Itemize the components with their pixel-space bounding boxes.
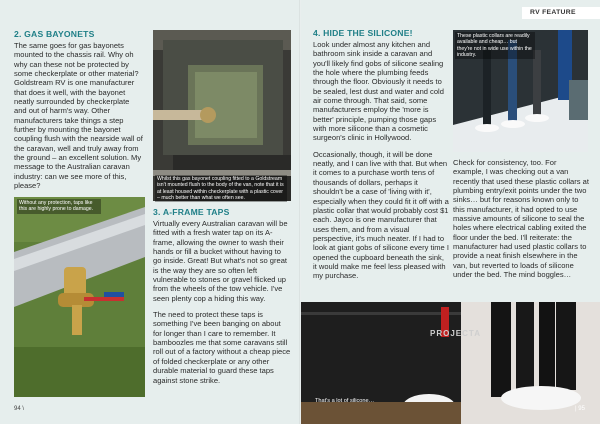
section2-heading: 2. GAS BAYONETS — [14, 29, 95, 39]
section4-paragraph-3: Check for consistency, too. For example, I was checking out a van recently that used these plastic collars at plumbing entry/exit points under the two sinks… but for reasons known only to this manufacturer, it had opted to use massive amounts of silicone to seal the holes where electrical cabling exited the floor under the bed. I'll reiterate: the manufacturer had used plastic collars to provide a neat finish elsewhere in the van, but reverted to loads of silicone under the bed. The mind boggles… — [453, 158, 589, 280]
gas-bayonet-caption: Whilst this gas bayonet coupling fitted to a Goldstream isn't mounted flush to the body of the van, note that it is at least housed within checkerplate with a plastic cover – much better than what we often see. — [155, 175, 287, 202]
section4-heading: 4. HIDE THE SILICONE! — [313, 28, 413, 38]
section3-paragraph-2: The need to protect these taps is something I've been banging on about for longer than I care to remember. It bamboozles me that some caravans still roll out of a factory without a cheap piece of folded checkerplate or any other durable material to guard these taps against stone strike. — [153, 310, 291, 385]
section3-body — [153, 219, 291, 392]
projecta-brand: PROJECTA — [430, 329, 481, 338]
left-page-number: 94 \ — [14, 406, 25, 412]
section3-heading: 3. A-FRAME TAPS — [153, 207, 230, 217]
silicone-caption: That's a lot of silicone… — [315, 398, 375, 404]
rv-feature-tag: RV FEATURE — [522, 7, 600, 19]
section4-body-col1 — [313, 40, 449, 288]
silicone-photo — [301, 302, 600, 424]
section2-body: The same goes for gas bayonets mounted to the chassis rail. Why oh why can these not be protected by some checkerplate or other material? Goldstream RV is one manufacturer that does it well, with the bayonet neatly surrounded by checkerplate and out of harm's way. Other manufacturers take things a step further by mounting the bayonet coupling flush with the nearside wall of the caravan, well and truly away from the ground – an excellent solution. My message to the Australian caravan industry: can we see more of this, please? — [14, 41, 143, 191]
section4-paragraph-1: Look under almost any kitchen and bathroom sink inside a caravan and you'll likely find gobs of silicone sealing the hole where the plumbing feeds through the floor. Obviously it needs to be sealed, lest dust and water and cold air come through. That said, some manufacturers employ the 'more is better' principle, pumping those gaps with more silicone than a cosmetic surgeon's clinic in Hollywood. — [313, 40, 444, 143]
a-frame-tap-photo — [14, 197, 145, 397]
right-page-number: | 95 — [575, 406, 585, 412]
section4-body-col2 — [453, 158, 589, 286]
a-frame-tap-caption: Without any protection, taps like this are highly prone to damage. — [17, 199, 101, 214]
section4-paragraph-2: Occasionally, though, it will be done neatly, and I can live with that. But when it comes to a purchase worth tens of thousands of dollars, perhaps it shouldn't be a case of 'living with it', especially when they could fit it off with a plastic collar that would probably cost $1 each. Jayco is one manufacturer that uses them, and from a visual perspective, it's much neater. If I had to look at giant gobs of silicone every time I opened the cupboard beneath the sink, it would make me feel less pleased with my purchase. — [313, 149, 449, 281]
plastic-collars-caption: These plastic collars are readily available and cheap… but they're not in wide use within the industry. — [455, 32, 535, 59]
section3-paragraph-1: Virtually every Australian caravan will be fitted with a fresh water tap on its A-frame, allowing the owner to wash their hands or fill a bucket without having to go inside. Great! But what's not so great is the way they are so often left vulnerable to stones or gravel flicked up from the wheels of the tow vehicle. I've seen plenty cop a hiding this way. — [153, 219, 288, 303]
